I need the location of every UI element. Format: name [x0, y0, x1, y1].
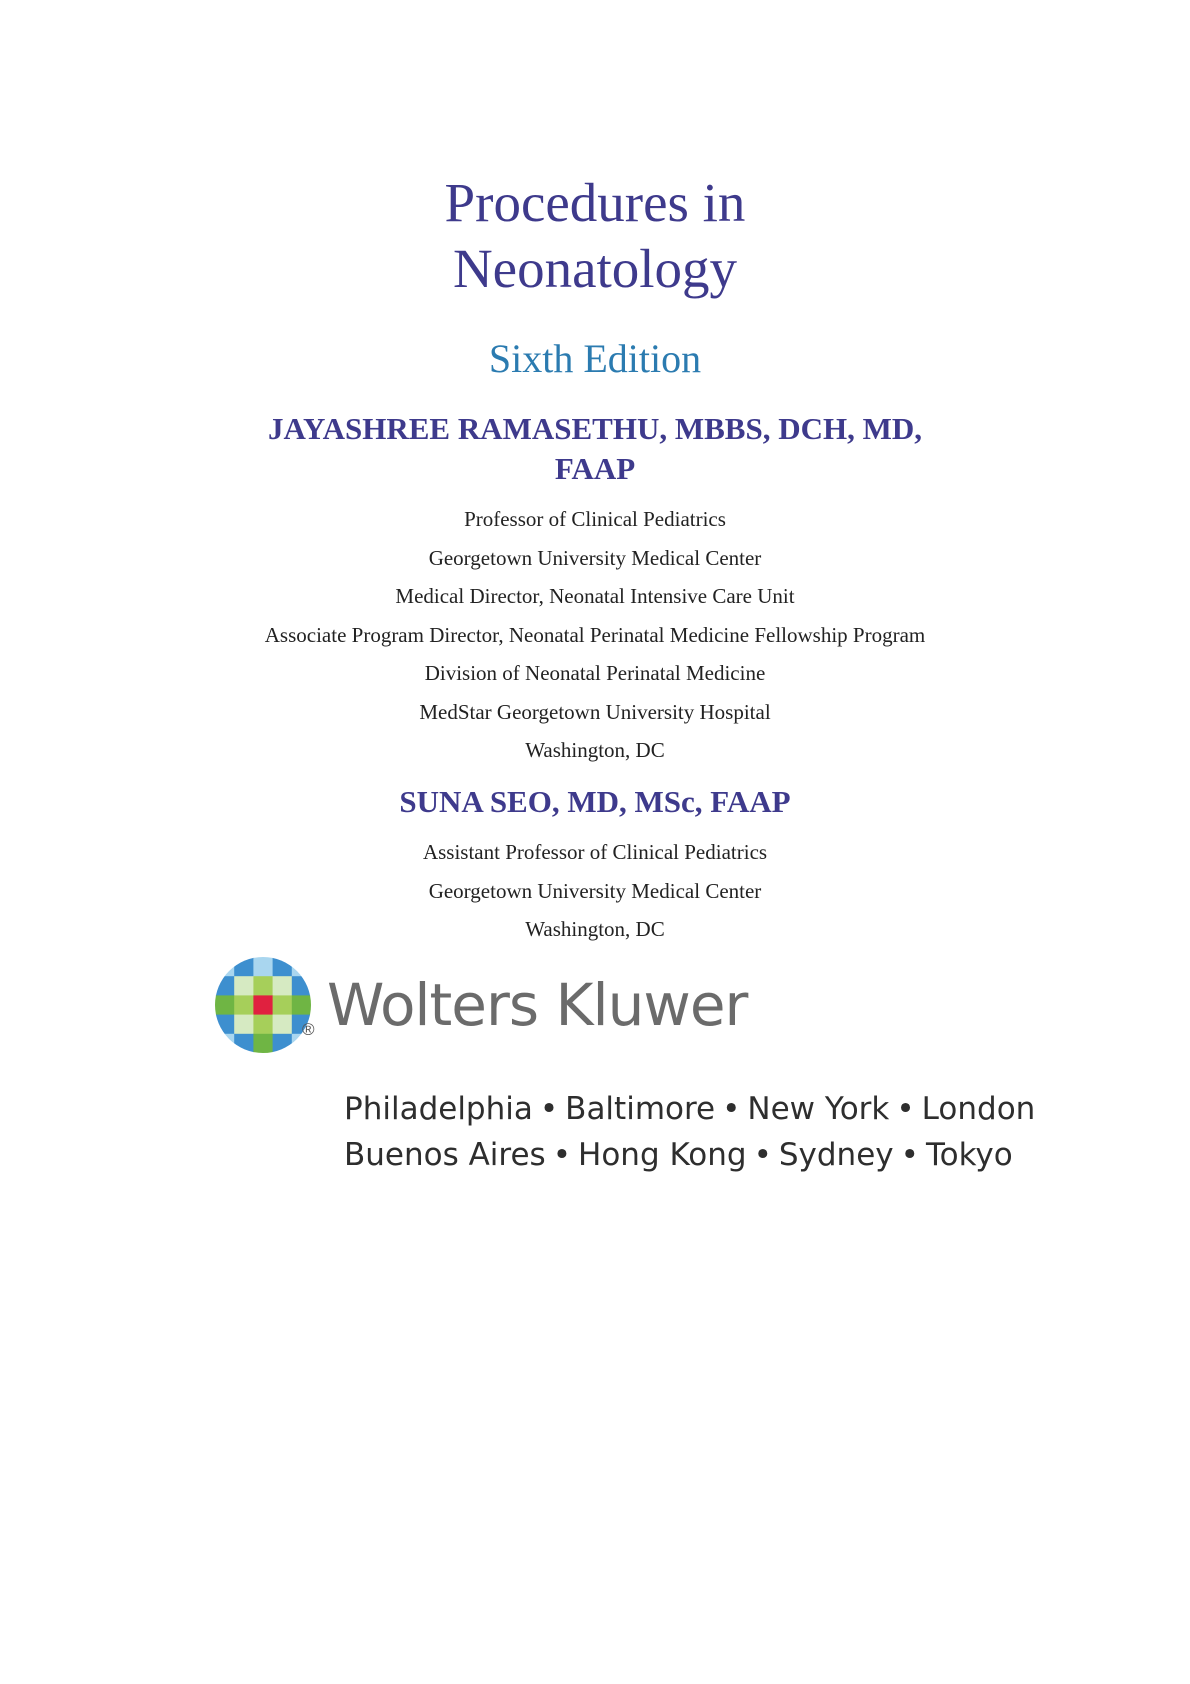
- affiliation-line: Assistant Professor of Clinical Pediatrics: [422, 840, 768, 864]
- author-2-affiliations: [0, 833, 1190, 949]
- logo-tile: [234, 995, 254, 1015]
- publisher-name: Wolters Kluwer: [327, 971, 748, 1039]
- affiliation-line: MedStar Georgetown University Hospital: [419, 699, 771, 724]
- logo-tile: [273, 995, 293, 1015]
- affiliation-line: Washington, DC: [525, 917, 665, 941]
- logo-tile: [234, 957, 254, 977]
- logo-tile: [253, 995, 273, 1015]
- publisher-cities: [344, 1086, 1035, 1178]
- bullet-separator: •: [552, 1137, 572, 1173]
- cities-row-2: [344, 1132, 1035, 1178]
- logo-tile: [215, 1034, 235, 1053]
- author-1-affiliations: [0, 500, 1190, 770]
- author-1-name-line-1: JAYASHREE RAMASETHU, MBBS, DCH, MD,: [268, 411, 922, 446]
- city-name: Philadelphia: [344, 1091, 533, 1127]
- city-name: Baltimore: [565, 1091, 716, 1127]
- edition-label: Sixth Edition: [488, 336, 702, 381]
- affiliation-line: Georgetown University Medical Center: [428, 545, 762, 570]
- city-name: Buenos Aires: [344, 1137, 546, 1173]
- city-name: New York: [747, 1091, 890, 1127]
- author-1-name-line-2: FAAP: [554, 451, 636, 486]
- bullet-separator: •: [900, 1137, 919, 1173]
- bullet-separator: •: [539, 1091, 559, 1127]
- city-name: Sydney: [778, 1137, 894, 1173]
- city-name: Tokyo: [925, 1137, 1013, 1173]
- logo-tile: [273, 1015, 293, 1035]
- author-1-name: [200, 409, 990, 489]
- logo-tile: [253, 976, 273, 996]
- bullet-separator: •: [896, 1091, 915, 1127]
- logo-tile: [253, 1015, 273, 1035]
- author-2-name: SUNA SEO, MD, MSc, FAAP: [399, 784, 791, 819]
- logo-tile: [234, 1034, 254, 1053]
- logo-tile: [234, 976, 254, 996]
- book-title: [0, 170, 1190, 302]
- bullet-separator: •: [722, 1091, 741, 1127]
- bullet-separator: •: [753, 1137, 772, 1173]
- book-title-line-2: Neonatology: [452, 238, 738, 299]
- logo-tile: [253, 957, 273, 977]
- registered-mark: ®: [302, 1020, 315, 1039]
- city-name: London: [921, 1091, 1036, 1127]
- city-name: Hong Kong: [578, 1137, 747, 1173]
- logo-tile: [253, 1034, 273, 1053]
- logo-tile: [234, 1015, 254, 1035]
- wolters-kluwer-logo-icon: [215, 957, 311, 1053]
- affiliation-line: Associate Program Director, Neonatal Perinatal Medicine Fellowship Program: [264, 622, 926, 647]
- logo-tile: [273, 1034, 293, 1053]
- cities-row-1: [344, 1086, 1035, 1132]
- affiliation-line: Professor of Clinical Pediatrics: [464, 507, 726, 531]
- logo-tile: [215, 976, 235, 996]
- logo-tile: [215, 957, 235, 977]
- logo-tile: [273, 957, 293, 977]
- logo-tile: [292, 957, 311, 977]
- logo-tile: [215, 1015, 235, 1035]
- logo-tile: [292, 995, 311, 1015]
- logo-tile: [292, 976, 311, 996]
- affiliation-line: Medical Director, Neonatal Intensive Care Unit: [395, 584, 795, 608]
- affiliation-line: Washington, DC: [525, 738, 665, 762]
- affiliation-line: Division of Neonatal Perinatal Medicine: [424, 661, 766, 685]
- logo-mosaic: [215, 957, 311, 1053]
- logo-tile: [273, 976, 293, 996]
- logo-tile: [215, 995, 235, 1015]
- affiliation-line: Georgetown University Medical Center: [428, 878, 762, 903]
- book-title-line-1: Procedures in: [444, 172, 746, 233]
